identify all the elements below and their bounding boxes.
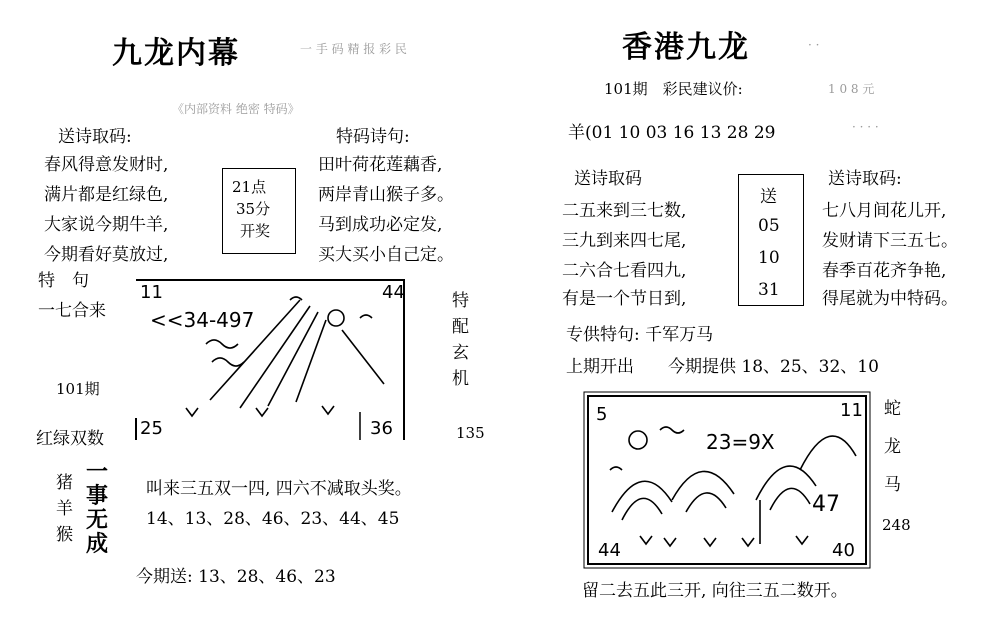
left-poem-line-1: 春风得意发财时,: [44, 155, 169, 175]
special-phrase: 专供特句: 千军万马: [566, 325, 714, 345]
right-poem-right-2: 发财请下三五七。: [822, 231, 958, 251]
right-sketch-num-tl: 5: [596, 404, 608, 425]
time-box-hour: 21点: [232, 178, 267, 196]
special-line-2: 两岸青山猴子多。: [318, 185, 454, 205]
zodiac-pig: 猪: [56, 473, 73, 493]
left-subtitle-faint: 《内部资料 绝密 特码》: [172, 102, 300, 116]
right-side-chars: [884, 390, 901, 504]
left-period: 101期: [56, 380, 100, 398]
left-sketch-formula: <<34-497: [150, 308, 255, 332]
left-side-char-4: 机: [452, 369, 469, 389]
sheep-numbers-line: 羊(01 10 03 16 13 28 29: [568, 123, 776, 143]
left-poem-heading: 送诗取码:: [58, 127, 132, 147]
right-period-price: 1 0 8 元: [828, 82, 875, 96]
left-poem-line-3: 大家说今期牛羊,: [44, 215, 169, 235]
left-sketch-num-tr: 44: [382, 282, 405, 303]
left-side-char-1: 特: [452, 291, 469, 311]
tejv-text: 一七合来: [38, 301, 106, 321]
right-sketch-num-tr: 11: [840, 400, 863, 421]
sheep-numbers-faint: · · · ·: [852, 120, 879, 134]
right-poem-left-4: 有是一个节日到,: [562, 289, 687, 309]
left-side-number: 135: [456, 424, 485, 442]
tejv-label: 特 句: [38, 271, 89, 291]
special-heading: 特码诗句:: [336, 127, 410, 147]
last-period-line: 上期开出 今期提供 18、25、32、10: [566, 357, 879, 377]
right-side-char-3: 马: [884, 475, 901, 495]
right-poem-left-1: 二五来到三七数,: [562, 201, 687, 221]
right-sketch-num-br: 40: [832, 540, 855, 561]
send-box-label: 送: [760, 187, 777, 207]
right-sketch-num-bl: 44: [598, 540, 621, 561]
right-side-char-1: 蛇: [884, 399, 901, 419]
right-poem-right-4: 得尾就为中特码。: [822, 289, 958, 309]
big-phrase-2: 事: [86, 483, 109, 509]
right-period-line: 101期 彩民建议价:: [604, 80, 743, 98]
left-poem-line-2: 满片都是红绿色,: [44, 185, 169, 205]
left-verse: 叫来三五双一四, 四六不减取头奖。: [146, 479, 412, 499]
today-send: 今期送: 13、28、46、23: [136, 567, 336, 587]
right-title: 香港九龙: [622, 30, 750, 65]
right-poem-left-2: 三九到来四七尾,: [562, 231, 687, 251]
special-line-4: 买大买小自己定。: [318, 245, 454, 265]
right-side-number: 248: [882, 516, 911, 534]
left-sketch-num-bl: 25: [140, 418, 163, 439]
red-green-label: 红绿双数: [36, 429, 104, 449]
right-sketch-num-mid: 47: [812, 492, 840, 517]
left-sketch-num-tl: 11: [140, 282, 163, 303]
time-box-draw: 开奖: [240, 222, 271, 240]
right-poem-heading-right: 送诗取码:: [828, 169, 902, 189]
zodiac-monkey: 猴: [56, 525, 73, 545]
right-side-char-2: 龙: [884, 437, 901, 457]
big-phrase-1: 一: [86, 459, 109, 485]
left-title: 九龙内幕: [112, 36, 240, 71]
big-phrase-3: 无: [86, 507, 109, 533]
left-numbers-line: 14、13、28、46、23、44、45: [146, 509, 400, 529]
send-box-num-2: 10: [758, 248, 780, 268]
right-poem-left-3: 二六合七看四九,: [562, 261, 687, 281]
big-phrase-4: 成: [86, 531, 109, 557]
left-poem-line-4: 今期看好莫放过,: [44, 245, 169, 265]
right-title-faint: · ·: [808, 38, 820, 52]
zodiac-sheep: 羊: [56, 499, 73, 519]
right-sketch-formula: 23=9X: [706, 430, 775, 454]
send-box-num-3: 31: [758, 280, 780, 300]
right-poem-right-1: 七八月间花儿开,: [822, 201, 947, 221]
left-side-char-3: 玄: [452, 343, 469, 363]
left-sketch-num-br: 36: [370, 418, 393, 439]
right-bottom-verse: 留二去五此三开, 向往三五二数开。: [582, 581, 848, 601]
send-box-num-1: 05: [758, 216, 780, 236]
left-side-char-2: 配: [452, 317, 469, 337]
right-poem-right-3: 春季百花齐争艳,: [822, 261, 947, 281]
special-line-1: 田叶荷花莲藕香,: [318, 155, 443, 175]
special-line-3: 马到成功必定发,: [318, 215, 443, 235]
right-poem-heading-left: 送诗取码: [574, 169, 642, 189]
time-box-minute: 35分: [236, 200, 271, 218]
left-title-faint: 一 手 码 精 报 彩 民: [300, 42, 407, 56]
